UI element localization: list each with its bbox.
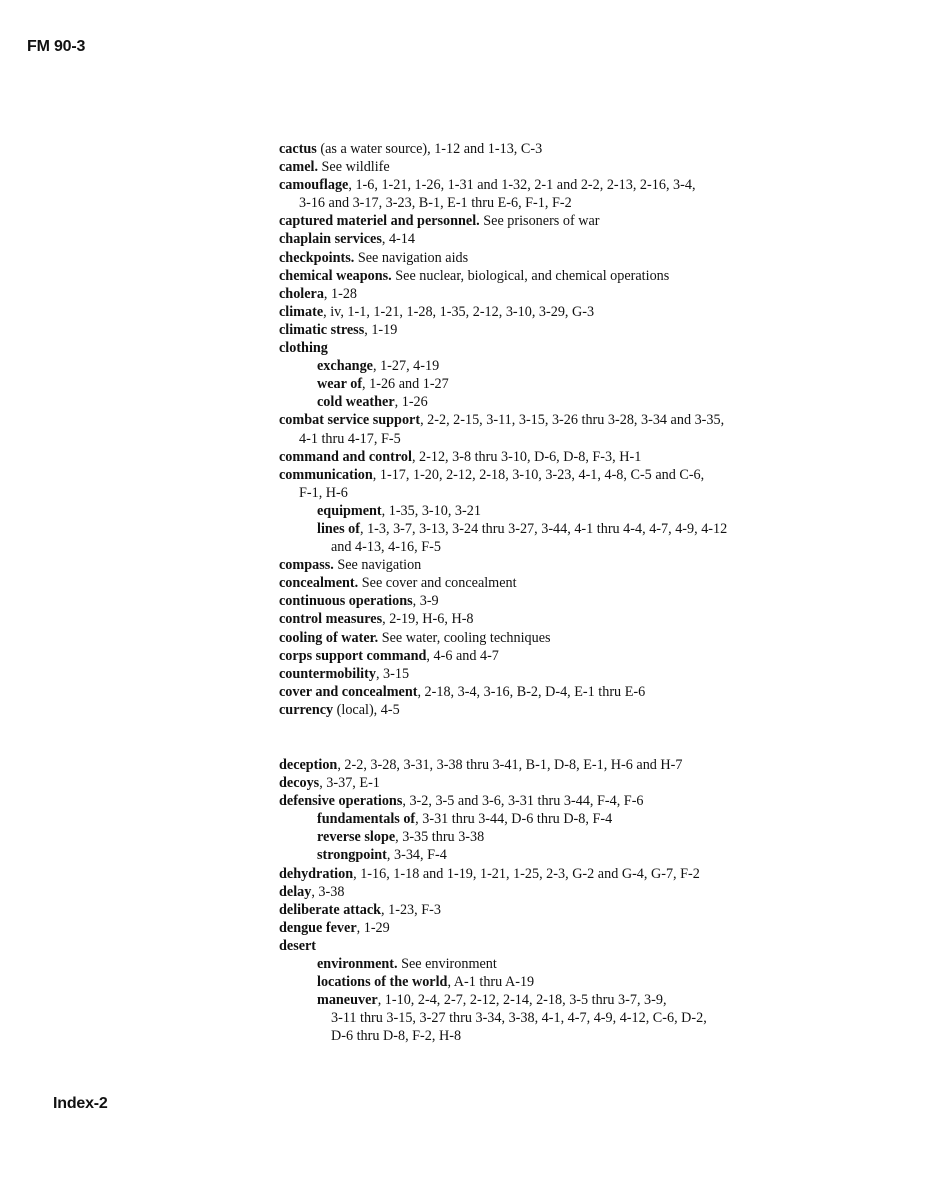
index-entry [279, 285, 879, 303]
page-references: , 4-6 and 4-7 [426, 647, 499, 664]
index-term: climatic stress [279, 321, 365, 338]
index-entry [279, 629, 879, 647]
entry-line [279, 610, 879, 628]
entry-continuation-line [317, 1027, 879, 1045]
index-subentry [317, 502, 879, 520]
index-term: communication [279, 466, 373, 483]
entry-line [317, 520, 879, 538]
index-subentry [317, 973, 879, 991]
entry-line [317, 955, 879, 973]
entry-line [279, 865, 879, 883]
page-references: , 1-26 and 1-27 [362, 376, 449, 393]
entry-line [279, 448, 879, 466]
index-entry [279, 448, 879, 466]
page-references: See navigation [333, 557, 422, 574]
entry-line [279, 321, 879, 339]
entry-line [279, 556, 879, 574]
index-term: chaplain services [279, 231, 382, 248]
page-references: See nuclear, biological, and chemical operations [391, 267, 670, 284]
page-references: , 1-16, 1-18 and 1-19, 1-21, 1-25, 2-3, G-2 and G-4, G-7, F-2 [353, 865, 700, 882]
index-term: dengue fever [279, 919, 357, 936]
page-references: See navigation aids [354, 249, 469, 266]
page-references: See cover and concealment [358, 575, 517, 592]
entry-line [279, 883, 879, 901]
page-references: , 3-37, E-1 [319, 775, 380, 792]
entry-line [279, 303, 879, 321]
page-references: , 1-10, 2-4, 2-7, 2-12, 2-14, 2-18, 3-5 thru 3-7, 3-9, [377, 992, 667, 1009]
index-entry [279, 212, 879, 230]
index-entry [279, 865, 879, 883]
index-term: defensive operations [279, 793, 403, 810]
page-references: (as a water source), 1-12 and 1-13, C-3 [316, 141, 543, 157]
entry-line [317, 846, 879, 864]
index-term: cover and concealment [279, 683, 418, 700]
index-term: currency [279, 701, 334, 718]
page-references: , iv, 1-1, 1-21, 1-28, 1-35, 2-12, 3-10, 3-29, G-3 [323, 303, 595, 320]
index-subentry [317, 991, 879, 1045]
entry-line [279, 647, 879, 665]
index-term: climate [279, 303, 324, 320]
entry-line [279, 665, 879, 683]
entry-line [317, 828, 879, 846]
index-subentry [317, 955, 879, 973]
index-term: compass. [279, 557, 334, 574]
index-term: decoys [279, 775, 320, 792]
page-references: , 2-19, H-6, H-8 [382, 611, 474, 628]
index-subentry [317, 357, 879, 375]
entry-continuation-line [317, 538, 879, 556]
index-term: strongpoint [317, 847, 387, 864]
entry-line [317, 991, 879, 1009]
page-references: , 2-2, 3-28, 3-31, 3-38 thru 3-41, B-1, D-8, E-1, H-6 and H-7 [337, 757, 683, 773]
entry-continuation-line [279, 484, 879, 502]
index-entry [279, 774, 879, 792]
index-term: environment. [317, 956, 398, 973]
entry-line [279, 267, 879, 285]
index-subentry [317, 810, 879, 828]
page-references: , 1-17, 1-20, 2-12, 2-18, 3-10, 3-23, 4-1, 4-8, C-5 and C-6, [372, 466, 705, 483]
index-term: checkpoints. [279, 249, 355, 266]
index-term: reverse slope [317, 829, 396, 846]
index-entry [279, 339, 879, 357]
index-term: exchange [317, 358, 373, 375]
index-term: deception [279, 757, 338, 773]
page-references: , 1-35, 3-10, 3-21 [381, 502, 481, 519]
entry-line [317, 973, 879, 991]
index-entry [279, 556, 879, 574]
entry-line [279, 466, 879, 484]
entry-line [279, 230, 879, 248]
entry-line [279, 629, 879, 647]
index-entry [279, 756, 879, 774]
entry-line [279, 176, 879, 194]
index-term: corps support command [279, 647, 427, 664]
index-term: control measures [279, 611, 383, 628]
entry-line [279, 683, 879, 701]
index-term: delay [279, 883, 312, 900]
index-entry [279, 883, 879, 901]
index-term: command and control [279, 448, 412, 465]
page-number: Index-2 [53, 1095, 108, 1112]
page-references: 3-16 and 3-17, 3-23, B-1, E-1 thru E-6, F-1, F-2 [299, 195, 572, 212]
index-entry [279, 592, 879, 610]
index-entry [279, 647, 879, 665]
entry-line [317, 357, 879, 375]
entry-line [317, 375, 879, 393]
index-term: locations of the world [317, 974, 448, 991]
index-term: clothing [279, 340, 328, 357]
page-references: , 1-26 [394, 394, 428, 411]
page-references: , 1-23, F-3 [381, 901, 441, 918]
index-entry [279, 230, 879, 248]
index-entry [279, 249, 879, 267]
index-subentry [317, 846, 879, 864]
index-term: combat service support [279, 412, 421, 429]
entry-continuation-line [279, 194, 879, 212]
page-references: , 2-2, 2-15, 3-11, 3-15, 3-26 thru 3-28, 3-34 and 3-35, [420, 412, 725, 429]
page-references: , 1-28 [323, 285, 358, 302]
page-references: , 1-6, 1-21, 1-26, 1-31 and 1-32, 2-1 and 2-2, 2-13, 2-16, 3-4, [348, 177, 696, 194]
entry-line [279, 249, 879, 267]
entry-line [279, 792, 879, 810]
index-entry [279, 158, 879, 176]
index-entry [279, 701, 879, 719]
entry-line [279, 339, 879, 357]
entry-line [279, 756, 879, 774]
index-term: wear of [317, 376, 363, 393]
index-term: fundamentals of [317, 811, 416, 828]
page-references: F-1, H-6 [299, 484, 348, 501]
index-entry [279, 610, 879, 628]
entry-continuation-line [279, 430, 879, 448]
page-references: (local), 4-5 [333, 701, 400, 718]
entry-line [279, 937, 879, 955]
entry-line [279, 919, 879, 937]
entry-line [279, 212, 879, 230]
index-entry [279, 267, 879, 285]
page-references: , 3-2, 3-5 and 3-6, 3-31 thru 3-44, F-4, F-6 [402, 793, 644, 810]
entry-line [279, 701, 879, 719]
entry-line [279, 901, 879, 919]
index-entry [279, 683, 879, 701]
index-entry [279, 321, 879, 339]
page-references: See wildlife [318, 159, 390, 176]
index-term: maneuver [317, 992, 378, 1009]
page-references: , 2-12, 3-8 thru 3-10, D-6, D-8, F-3, H-1 [411, 448, 642, 465]
index-entry [279, 303, 879, 321]
index-term: lines of [317, 520, 360, 537]
page-references: , 3-35 thru 3-38 [395, 829, 485, 846]
index-term: countermobility [279, 665, 376, 682]
index-subentry [317, 393, 879, 411]
index-term: captured materiel and personnel. [279, 213, 480, 230]
index-term: chemical weapons. [279, 267, 392, 284]
index-term: camel. [279, 159, 318, 176]
entry-line [279, 774, 879, 792]
page-references: , A-1 thru A-19 [447, 974, 535, 991]
page-references: See water, cooling techniques [378, 629, 551, 646]
page-references: See prisoners of war [479, 213, 600, 230]
index-section-d [279, 756, 879, 1046]
entry-line [279, 140, 879, 158]
entry-line [279, 158, 879, 176]
entry-line [317, 393, 879, 411]
page-references: , 4-14 [381, 231, 415, 248]
page-references: , 3-38 [311, 883, 345, 900]
entry-line [279, 592, 879, 610]
page-references: , 3-15 [375, 665, 410, 682]
index-entry [279, 937, 879, 955]
page-references: , 3-9 [412, 593, 439, 610]
index-entry [279, 919, 879, 937]
entry-continuation-line [317, 1009, 879, 1027]
entry-line [317, 502, 879, 520]
page-references: , 3-31 thru 3-44, D-6 thru D-8, F-4 [415, 811, 613, 828]
index-term: deliberate attack [279, 901, 382, 918]
page-references: , 2-18, 3-4, 3-16, B-2, D-4, E-1 thru E-6 [417, 683, 646, 700]
index-entry [279, 176, 879, 212]
index-entry [279, 466, 879, 502]
index-section-c [279, 140, 879, 719]
index-entry [279, 792, 879, 810]
index-entry [279, 411, 879, 447]
index-term: equipment [317, 502, 382, 519]
entry-line [279, 411, 879, 429]
page-references: 4-1 thru 4-17, F-5 [299, 430, 401, 447]
manual-code: FM 90-3 [27, 38, 86, 55]
page-references: D-6 thru D-8, F-2, H-8 [331, 1028, 462, 1045]
index-term: concealment. [279, 575, 359, 592]
page-references: , 3-34, F-4 [386, 847, 447, 864]
index-term: cold weather [317, 394, 395, 411]
index-term: cactus [279, 141, 317, 157]
index-entry [279, 665, 879, 683]
page-references: , 1-19 [364, 321, 398, 338]
index-term: cholera [279, 285, 324, 302]
page-references: , 1-29 [356, 919, 390, 936]
index-term: dehydration [279, 865, 354, 882]
index-subentry [317, 828, 879, 846]
index-subentry [317, 375, 879, 393]
entry-line [279, 285, 879, 303]
index-term: cooling of water. [279, 629, 379, 646]
index-entry [279, 140, 879, 158]
entry-line [317, 810, 879, 828]
page-references: , 1-3, 3-7, 3-13, 3-24 thru 3-27, 3-44, 4-1 thru 4-4, 4-7, 4-9, 4-12 [359, 520, 728, 537]
page-references: , 1-27, 4-19 [372, 358, 440, 375]
index-entry [279, 901, 879, 919]
index-term: camouflage [279, 177, 349, 194]
entry-line [279, 574, 879, 592]
page-references: See environment [397, 956, 497, 973]
index-subentry [317, 520, 879, 556]
page-references: 3-11 thru 3-15, 3-27 thru 3-34, 3-38, 4-1, 4-7, 4-9, 4-12, C-6, D-2, [331, 1010, 707, 1027]
index-term: desert [279, 937, 317, 954]
index-entry [279, 574, 879, 592]
page-references: and 4-13, 4-16, F-5 [331, 539, 441, 556]
index-term: continuous operations [279, 593, 413, 610]
